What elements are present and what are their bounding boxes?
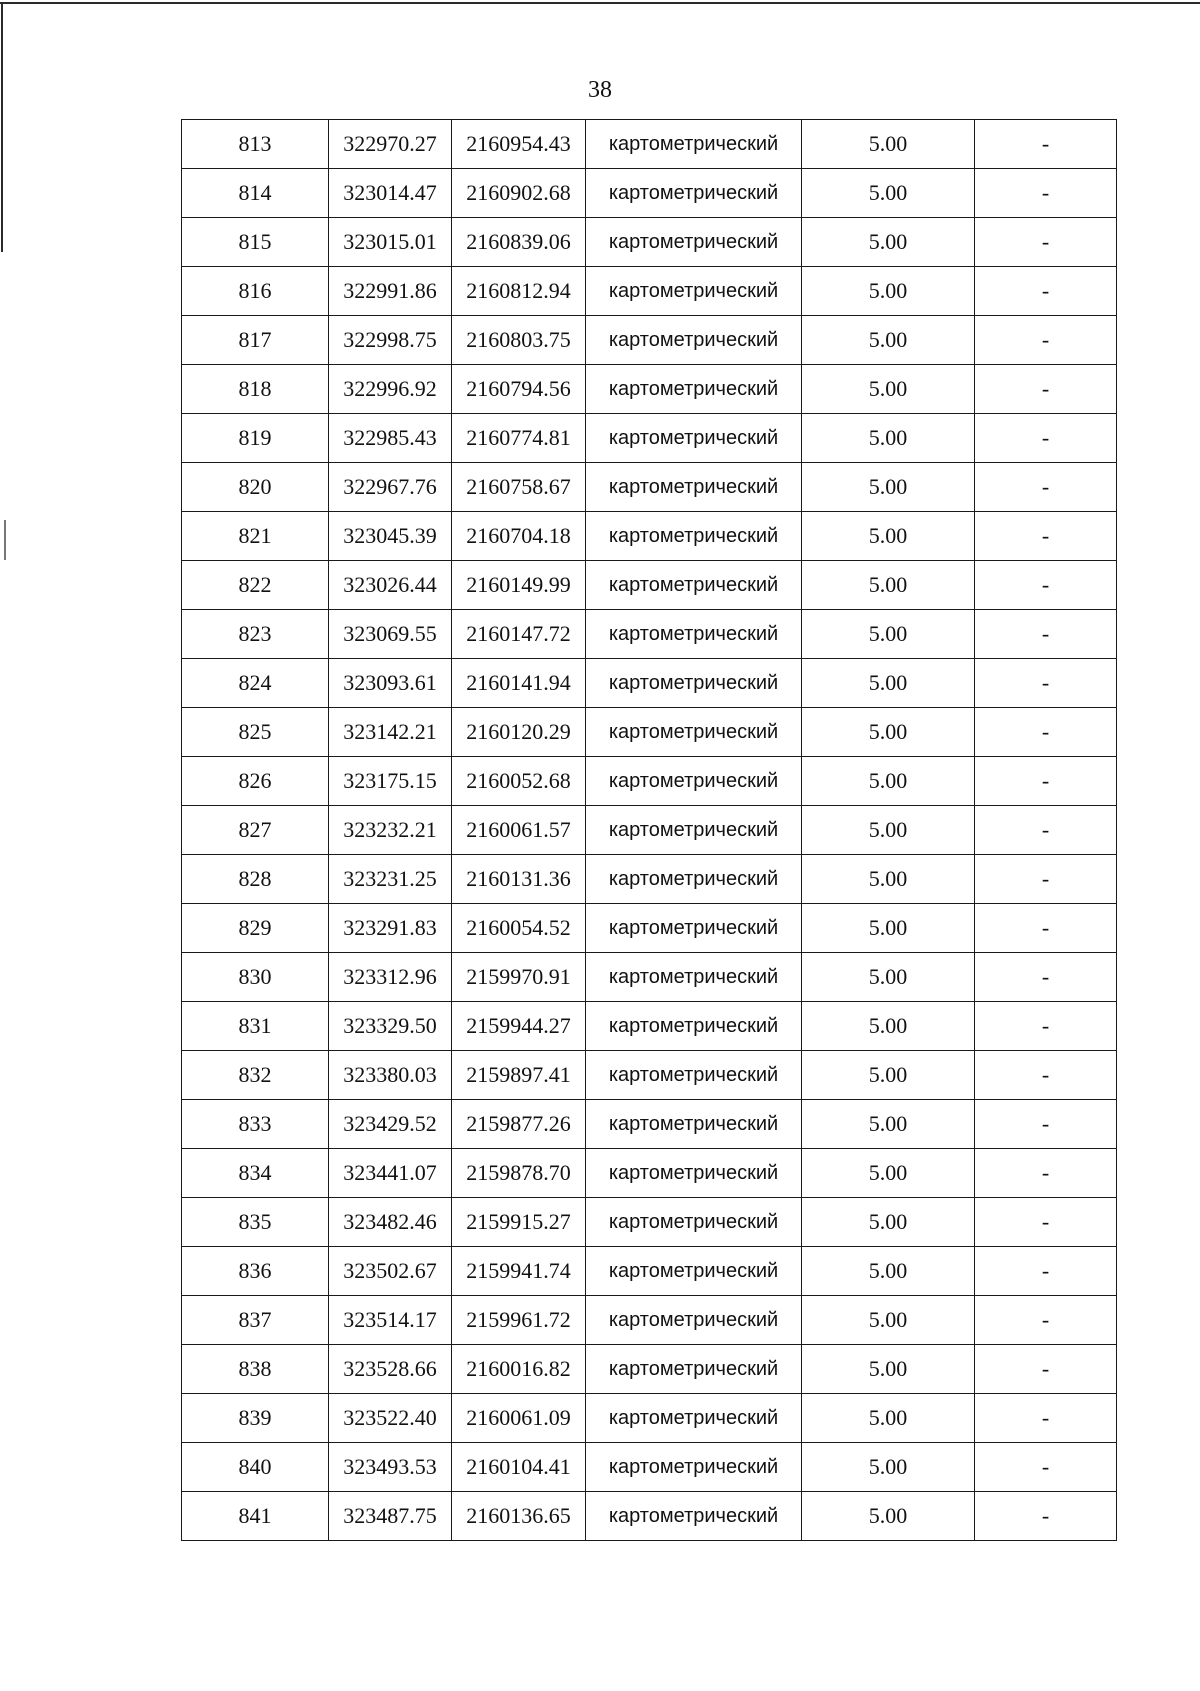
method-cell: картометрический: [586, 806, 802, 855]
y-coordinate-cell: 2160061.09: [452, 1394, 586, 1443]
table-row: [182, 169, 1117, 218]
description-cell: -: [975, 1345, 1117, 1394]
method-cell: картометрический: [586, 365, 802, 414]
point-number-cell: 838: [182, 1345, 329, 1394]
table-row: [182, 610, 1117, 659]
method-cell: картометрический: [586, 708, 802, 757]
y-coordinate-cell: 2160149.99: [452, 561, 586, 610]
table-row: [182, 561, 1117, 610]
point-number-cell: 825: [182, 708, 329, 757]
y-coordinate-cell: 2160131.36: [452, 855, 586, 904]
description-cell: -: [975, 1492, 1117, 1541]
method-cell: картометрический: [586, 1198, 802, 1247]
x-coordinate-cell: 323514.17: [329, 1296, 452, 1345]
description-cell: -: [975, 316, 1117, 365]
y-coordinate-cell: 2160061.57: [452, 806, 586, 855]
description-cell: -: [975, 1051, 1117, 1100]
description-cell: -: [975, 414, 1117, 463]
accuracy-cell: 5.00: [802, 365, 975, 414]
description-cell: -: [975, 267, 1117, 316]
point-number-cell: 815: [182, 218, 329, 267]
method-cell: картометрический: [586, 120, 802, 169]
table-row: [182, 806, 1117, 855]
x-coordinate-cell: 322970.27: [329, 120, 452, 169]
method-cell: картометрический: [586, 169, 802, 218]
description-cell: -: [975, 1002, 1117, 1051]
point-number-cell: 823: [182, 610, 329, 659]
point-number-cell: 834: [182, 1149, 329, 1198]
accuracy-cell: 5.00: [802, 1198, 975, 1247]
table-row: [182, 1002, 1117, 1051]
x-coordinate-cell: 323291.83: [329, 904, 452, 953]
description-cell: -: [975, 1100, 1117, 1149]
description-cell: -: [975, 953, 1117, 1002]
method-cell: картометрический: [586, 855, 802, 904]
y-coordinate-cell: 2160812.94: [452, 267, 586, 316]
point-number-cell: 819: [182, 414, 329, 463]
description-cell: -: [975, 218, 1117, 267]
description-cell: -: [975, 561, 1117, 610]
accuracy-cell: 5.00: [802, 1247, 975, 1296]
description-cell: -: [975, 904, 1117, 953]
point-number-cell: 814: [182, 169, 329, 218]
method-cell: картометрический: [586, 267, 802, 316]
y-coordinate-cell: 2160794.56: [452, 365, 586, 414]
method-cell: картометрический: [586, 1002, 802, 1051]
y-coordinate-cell: 2160054.52: [452, 904, 586, 953]
point-number-cell: 840: [182, 1443, 329, 1492]
point-number-cell: 824: [182, 659, 329, 708]
point-number-cell: 832: [182, 1051, 329, 1100]
point-number-cell: 818: [182, 365, 329, 414]
description-cell: -: [975, 708, 1117, 757]
point-number-cell: 827: [182, 806, 329, 855]
x-coordinate-cell: 323329.50: [329, 1002, 452, 1051]
point-number-cell: 826: [182, 757, 329, 806]
description-cell: -: [975, 463, 1117, 512]
point-number-cell: 830: [182, 953, 329, 1002]
scan-border-top: [0, 2, 1200, 4]
method-cell: картометрический: [586, 1394, 802, 1443]
y-coordinate-cell: 2160136.65: [452, 1492, 586, 1541]
x-coordinate-cell: 322967.76: [329, 463, 452, 512]
point-number-cell: 820: [182, 463, 329, 512]
table-row: [182, 757, 1117, 806]
method-cell: картометрический: [586, 1051, 802, 1100]
accuracy-cell: 5.00: [802, 610, 975, 659]
method-cell: картометрический: [586, 463, 802, 512]
accuracy-cell: 5.00: [802, 1492, 975, 1541]
x-coordinate-cell: 323015.01: [329, 218, 452, 267]
table-row: [182, 1492, 1117, 1541]
table-row: [182, 267, 1117, 316]
description-cell: -: [975, 169, 1117, 218]
description-cell: -: [975, 1394, 1117, 1443]
y-coordinate-cell: 2159961.72: [452, 1296, 586, 1345]
x-coordinate-cell: 322998.75: [329, 316, 452, 365]
method-cell: картометрический: [586, 610, 802, 659]
accuracy-cell: 5.00: [802, 120, 975, 169]
y-coordinate-cell: 2159944.27: [452, 1002, 586, 1051]
point-number-cell: 813: [182, 120, 329, 169]
table-row: [182, 953, 1117, 1002]
x-coordinate-cell: 323502.67: [329, 1247, 452, 1296]
x-coordinate-cell: 323232.21: [329, 806, 452, 855]
accuracy-cell: 5.00: [802, 463, 975, 512]
x-coordinate-cell: 323482.46: [329, 1198, 452, 1247]
scan-border-left: [1, 2, 3, 252]
table-row: [182, 120, 1117, 169]
scan-mark: [4, 520, 6, 560]
y-coordinate-cell: 2160147.72: [452, 610, 586, 659]
description-cell: -: [975, 1296, 1117, 1345]
table-row: [182, 1345, 1117, 1394]
table-row: [182, 512, 1117, 561]
x-coordinate-cell: 323026.44: [329, 561, 452, 610]
y-coordinate-cell: 2160839.06: [452, 218, 586, 267]
method-cell: картометрический: [586, 512, 802, 561]
point-number-cell: 839: [182, 1394, 329, 1443]
point-number-cell: 817: [182, 316, 329, 365]
accuracy-cell: 5.00: [802, 512, 975, 561]
description-cell: -: [975, 1443, 1117, 1492]
description-cell: -: [975, 365, 1117, 414]
description-cell: -: [975, 659, 1117, 708]
table-row: [182, 1394, 1117, 1443]
y-coordinate-cell: 2160902.68: [452, 169, 586, 218]
point-number-cell: 822: [182, 561, 329, 610]
table-row: [182, 463, 1117, 512]
table-row: [182, 1149, 1117, 1198]
accuracy-cell: 5.00: [802, 1443, 975, 1492]
point-number-cell: 841: [182, 1492, 329, 1541]
table-row: [182, 218, 1117, 267]
point-number-cell: 816: [182, 267, 329, 316]
method-cell: картометрический: [586, 757, 802, 806]
y-coordinate-cell: 2160052.68: [452, 757, 586, 806]
accuracy-cell: 5.00: [802, 1296, 975, 1345]
description-cell: -: [975, 855, 1117, 904]
method-cell: картометрический: [586, 953, 802, 1002]
x-coordinate-cell: 323380.03: [329, 1051, 452, 1100]
method-cell: картометрический: [586, 1345, 802, 1394]
x-coordinate-cell: 322985.43: [329, 414, 452, 463]
table-row: [182, 1198, 1117, 1247]
y-coordinate-cell: 2159897.41: [452, 1051, 586, 1100]
x-coordinate-cell: 323231.25: [329, 855, 452, 904]
y-coordinate-cell: 2160758.67: [452, 463, 586, 512]
point-number-cell: 835: [182, 1198, 329, 1247]
accuracy-cell: 5.00: [802, 169, 975, 218]
x-coordinate-cell: 323175.15: [329, 757, 452, 806]
y-coordinate-cell: 2159915.27: [452, 1198, 586, 1247]
accuracy-cell: 5.00: [802, 708, 975, 757]
x-coordinate-cell: 323312.96: [329, 953, 452, 1002]
accuracy-cell: 5.00: [802, 659, 975, 708]
table-row: [182, 1051, 1117, 1100]
point-number-cell: 829: [182, 904, 329, 953]
coordinates-table: [181, 119, 1117, 1541]
method-cell: картометрический: [586, 1492, 802, 1541]
table-row: [182, 414, 1117, 463]
y-coordinate-cell: 2160954.43: [452, 120, 586, 169]
method-cell: картометрический: [586, 1247, 802, 1296]
accuracy-cell: 5.00: [802, 267, 975, 316]
point-number-cell: 833: [182, 1100, 329, 1149]
method-cell: картометрический: [586, 1149, 802, 1198]
description-cell: -: [975, 1198, 1117, 1247]
table-row: [182, 1247, 1117, 1296]
table-row: [182, 1100, 1117, 1149]
table-row: [182, 855, 1117, 904]
y-coordinate-cell: 2160104.41: [452, 1443, 586, 1492]
accuracy-cell: 5.00: [802, 953, 975, 1002]
description-cell: -: [975, 806, 1117, 855]
accuracy-cell: 5.00: [802, 1149, 975, 1198]
accuracy-cell: 5.00: [802, 414, 975, 463]
method-cell: картометрический: [586, 904, 802, 953]
description-cell: -: [975, 1247, 1117, 1296]
accuracy-cell: 5.00: [802, 904, 975, 953]
y-coordinate-cell: 2159941.74: [452, 1247, 586, 1296]
method-cell: картометрический: [586, 561, 802, 610]
method-cell: картометрический: [586, 1100, 802, 1149]
point-number-cell: 831: [182, 1002, 329, 1051]
description-cell: -: [975, 610, 1117, 659]
x-coordinate-cell: 322996.92: [329, 365, 452, 414]
method-cell: картометрический: [586, 316, 802, 365]
y-coordinate-cell: 2160704.18: [452, 512, 586, 561]
point-number-cell: 836: [182, 1247, 329, 1296]
method-cell: картометрический: [586, 218, 802, 267]
description-cell: -: [975, 120, 1117, 169]
accuracy-cell: 5.00: [802, 1002, 975, 1051]
page-number: 38: [588, 77, 612, 103]
description-cell: -: [975, 512, 1117, 561]
y-coordinate-cell: 2159877.26: [452, 1100, 586, 1149]
accuracy-cell: 5.00: [802, 316, 975, 365]
point-number-cell: 837: [182, 1296, 329, 1345]
x-coordinate-cell: 323142.21: [329, 708, 452, 757]
accuracy-cell: 5.00: [802, 806, 975, 855]
x-coordinate-cell: 323045.39: [329, 512, 452, 561]
accuracy-cell: 5.00: [802, 1345, 975, 1394]
x-coordinate-cell: 323487.75: [329, 1492, 452, 1541]
accuracy-cell: 5.00: [802, 1100, 975, 1149]
table-row: [182, 1443, 1117, 1492]
accuracy-cell: 5.00: [802, 757, 975, 806]
y-coordinate-cell: 2160141.94: [452, 659, 586, 708]
accuracy-cell: 5.00: [802, 855, 975, 904]
x-coordinate-cell: 323069.55: [329, 610, 452, 659]
x-coordinate-cell: 322991.86: [329, 267, 452, 316]
description-cell: -: [975, 1149, 1117, 1198]
coordinates-table-body: [182, 120, 1117, 1541]
point-number-cell: 821: [182, 512, 329, 561]
x-coordinate-cell: 323522.40: [329, 1394, 452, 1443]
x-coordinate-cell: 323441.07: [329, 1149, 452, 1198]
table-row: [182, 365, 1117, 414]
method-cell: картометрический: [586, 1443, 802, 1492]
table-row: [182, 708, 1117, 757]
table-row: [182, 904, 1117, 953]
x-coordinate-cell: 323528.66: [329, 1345, 452, 1394]
accuracy-cell: 5.00: [802, 1051, 975, 1100]
table-row: [182, 316, 1117, 365]
y-coordinate-cell: 2159878.70: [452, 1149, 586, 1198]
table-row: [182, 1296, 1117, 1345]
method-cell: картометрический: [586, 414, 802, 463]
accuracy-cell: 5.00: [802, 1394, 975, 1443]
method-cell: картометрический: [586, 1296, 802, 1345]
y-coordinate-cell: 2159970.91: [452, 953, 586, 1002]
accuracy-cell: 5.00: [802, 561, 975, 610]
x-coordinate-cell: 323014.47: [329, 169, 452, 218]
y-coordinate-cell: 2160120.29: [452, 708, 586, 757]
description-cell: -: [975, 757, 1117, 806]
x-coordinate-cell: 323093.61: [329, 659, 452, 708]
y-coordinate-cell: 2160774.81: [452, 414, 586, 463]
y-coordinate-cell: 2160803.75: [452, 316, 586, 365]
x-coordinate-cell: 323429.52: [329, 1100, 452, 1149]
x-coordinate-cell: 323493.53: [329, 1443, 452, 1492]
table-row: [182, 659, 1117, 708]
accuracy-cell: 5.00: [802, 218, 975, 267]
method-cell: картометрический: [586, 659, 802, 708]
point-number-cell: 828: [182, 855, 329, 904]
y-coordinate-cell: 2160016.82: [452, 1345, 586, 1394]
